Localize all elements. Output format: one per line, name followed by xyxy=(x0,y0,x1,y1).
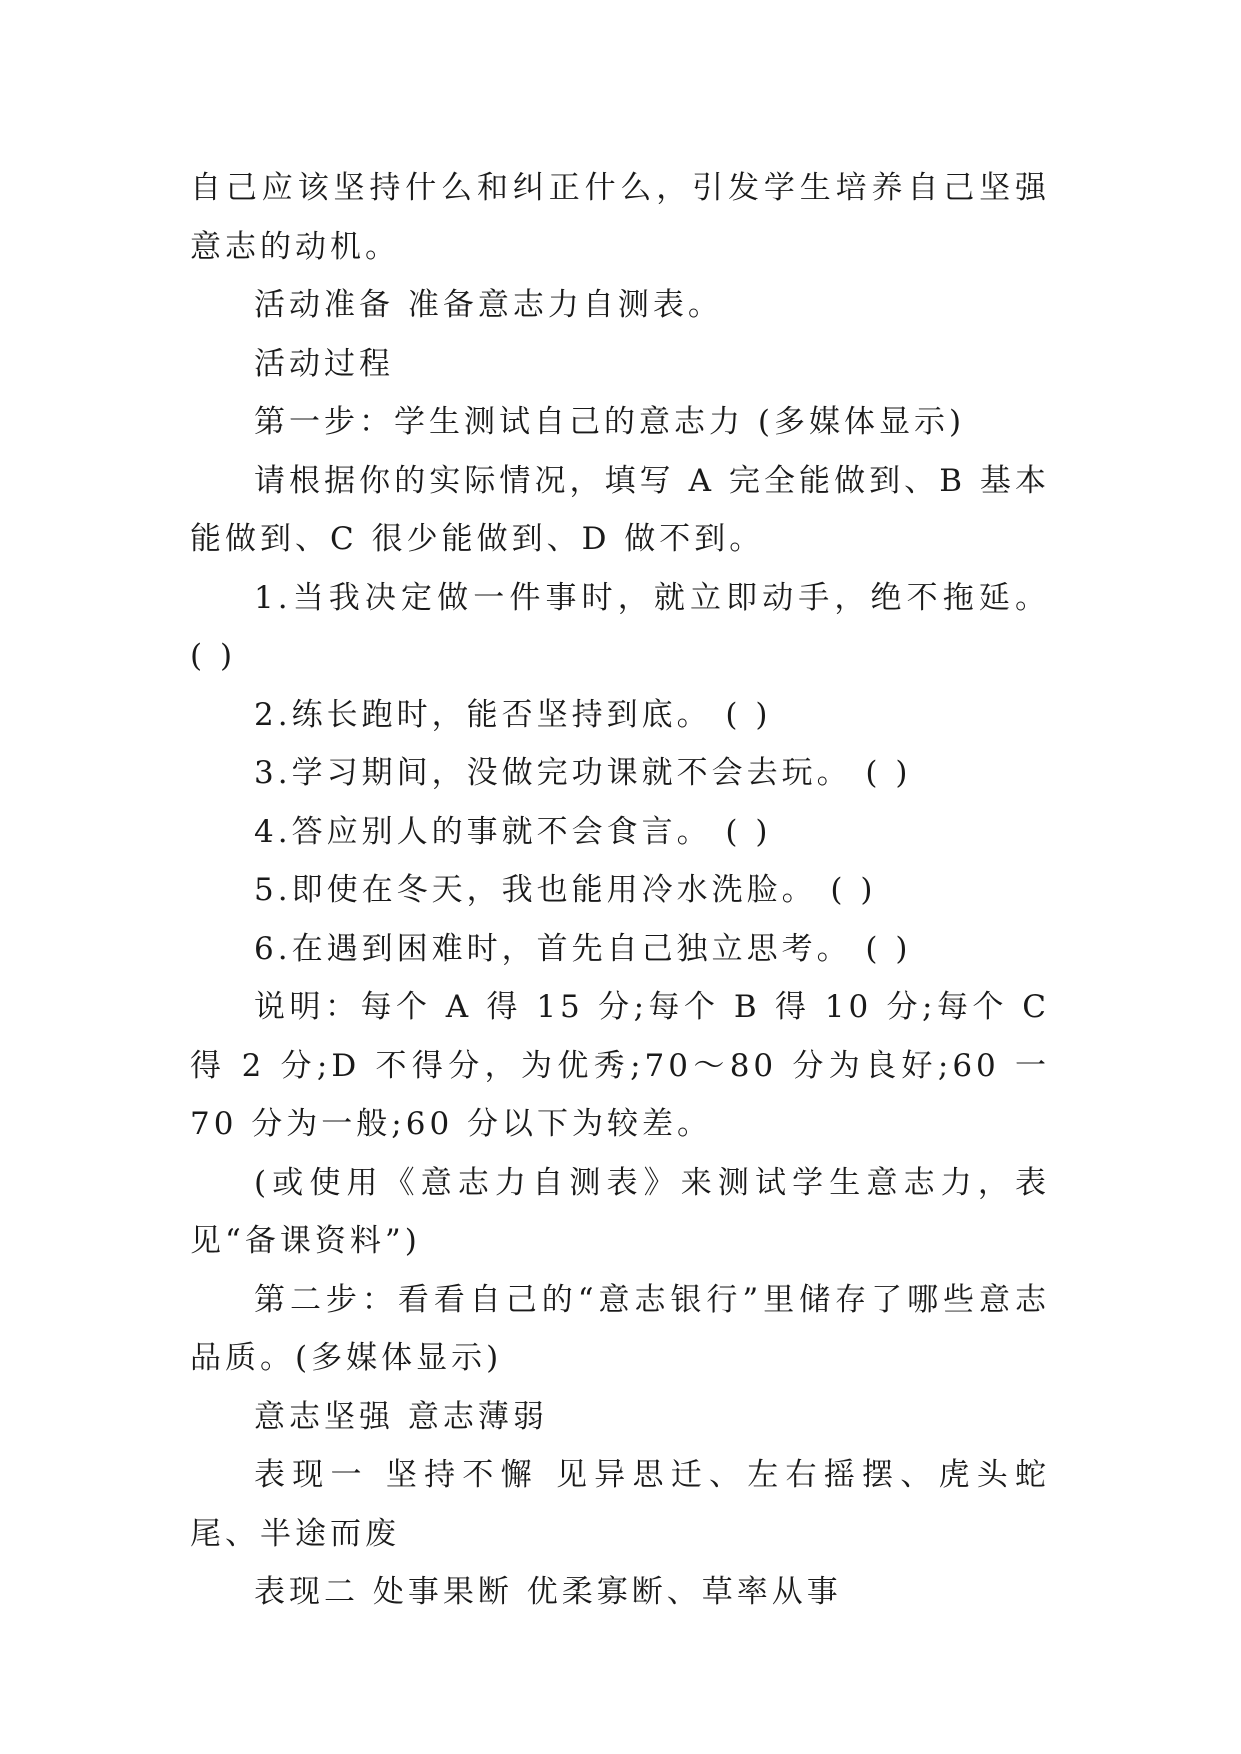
table-header-line: 意志坚强 意志薄弱 xyxy=(254,1398,548,1435)
list-item: 3.学习期间，没做完功课就不会去玩。 ( ) xyxy=(254,755,912,791)
list-item: 5.即使在冬天，我也能用冷水洗脸。 ( ) xyxy=(254,872,877,908)
step-heading: 第二步：看看自己的“意志银行”里储存了哪些意志品质。(多媒体显示) xyxy=(190,1281,1050,1376)
step-heading: 第一步：学生测试自己的意志力 (多媒体显示) xyxy=(254,404,966,440)
table-row-line: 表现一 坚持不懈 见异思迁、左右摇摆、虎头蛇尾、半途而废 xyxy=(190,1457,1050,1552)
section-heading: 活动过程 xyxy=(254,345,394,382)
paragraph: 活动准备 准备意志力自测表。 xyxy=(254,287,723,323)
scoring-note: 说明：每个 A 得 15 分;每个 B 得 10 分;每个 C 得 2 分;D 不得分，为优秀;70～80 分为良好;60 一 70 分为一般;60 分以下为较差。 xyxy=(190,989,1050,1142)
paragraph: 请根据你的实际情况，填写 A 完全能做到、B 基本能做到、C 很少能做到、D 做不到。 xyxy=(190,462,1050,557)
document-body xyxy=(190,159,1050,1622)
list-item: 1.当我决定做一件事时，就立即动手，绝不拖延。 ( ) xyxy=(190,579,1050,674)
list-item: 4.答应别人的事就不会食言。 ( ) xyxy=(254,813,772,850)
table-row-line: 表现二 处事果断 优柔寡断、草率从事 xyxy=(254,1574,842,1610)
paragraph: 自己应该坚持什么和纠正什么，引发学生培养自己坚强意志的动机。 xyxy=(190,170,1050,265)
list-item: 2.练长跑时，能否坚持到底。 ( ) xyxy=(254,696,772,733)
paragraph: (或使用《意志力自测表》来测试学生意志力，表见“备课资料”) xyxy=(190,1164,1050,1259)
list-item: 6.在遇到困难时，首先自己独立思考。 ( ) xyxy=(254,930,912,967)
